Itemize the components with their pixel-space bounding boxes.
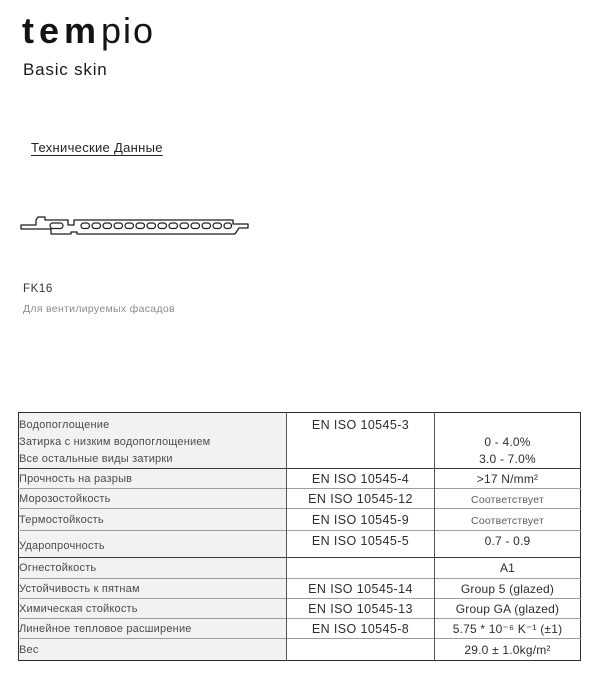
- brand-logo-light: pio: [101, 10, 156, 51]
- standard-cell: EN ISO 10545-13: [287, 599, 435, 619]
- standard-cell: EN ISO 10545-9: [287, 509, 435, 531]
- property-label-cell: Устойчивость к пятнам: [19, 579, 287, 599]
- property-label-cell: Термостойкость: [19, 509, 287, 531]
- property-label-cell: Прочность на разрыв: [19, 469, 287, 489]
- value-cell: Соответствует: [435, 489, 581, 509]
- value-cell: 29.0 ± 1.0kg/m²: [435, 639, 581, 661]
- product-code: FK16: [23, 283, 53, 295]
- table-row-frost-resistance: [19, 489, 581, 509]
- property-label-cell: Химическая стойкость: [19, 599, 287, 619]
- table-row-tensile-strength: [19, 469, 581, 489]
- table-row-linear-thermal-expansion: [19, 619, 581, 639]
- table-row-impact-resistance: [19, 531, 581, 558]
- standard-cell: EN ISO 10545-3: [287, 413, 435, 469]
- standard-cell: [287, 558, 435, 579]
- table-row-weight: [19, 639, 581, 661]
- property-label-cell: Водопоглощение Затирка с низким водопоглощением Все остальные виды затирки: [19, 413, 287, 469]
- table-row-stain-resistance: [19, 579, 581, 599]
- property-label-cell: Огнестойкость: [19, 558, 287, 579]
- value-cell: 5.75 * 10⁻⁶ K⁻¹ (±1): [435, 619, 581, 639]
- table-row-fire-resistance: [19, 558, 581, 579]
- value-cell: 0.7 - 0.9: [435, 531, 581, 558]
- standard-cell: EN ISO 10545-4: [287, 469, 435, 489]
- value-cell: 0 - 4.0% 3.0 - 7.0%: [435, 413, 581, 469]
- technical-data-table: [18, 412, 581, 661]
- value-cell: Group GA (glazed): [435, 599, 581, 619]
- table-row-water-absorption: [19, 413, 581, 469]
- standard-cell: EN ISO 10545-14: [287, 579, 435, 599]
- brand-logo: [22, 10, 155, 52]
- section-heading: Технические Данные: [31, 140, 163, 155]
- table-row-thermal-shock-resistance: [19, 509, 581, 531]
- property-label-cell: Морозостойкость: [19, 489, 287, 509]
- value-cell: Соответствует: [435, 509, 581, 531]
- table-row-chemical-resistance: [19, 599, 581, 619]
- standard-cell: EN ISO 10545-8: [287, 619, 435, 639]
- property-label-cell: Линейное тепловое расширение: [19, 619, 287, 639]
- standard-cell: EN ISO 10545-12: [287, 489, 435, 509]
- standard-cell: [287, 639, 435, 661]
- value-cell: >17 N/mm²: [435, 469, 581, 489]
- property-label-cell: Ударопрочность: [19, 531, 287, 558]
- panel-profile-drawing: [20, 212, 252, 246]
- property-label-cell: Вес: [19, 639, 287, 661]
- standard-cell: EN ISO 10545-5: [287, 531, 435, 558]
- value-cell: Group 5 (glazed): [435, 579, 581, 599]
- brand-logo-bold: tem: [22, 10, 102, 51]
- value-cell: A1: [435, 558, 581, 579]
- product-line-name: Basic skin: [23, 60, 108, 79]
- product-description: Для вентилируемых фасадов: [23, 303, 175, 315]
